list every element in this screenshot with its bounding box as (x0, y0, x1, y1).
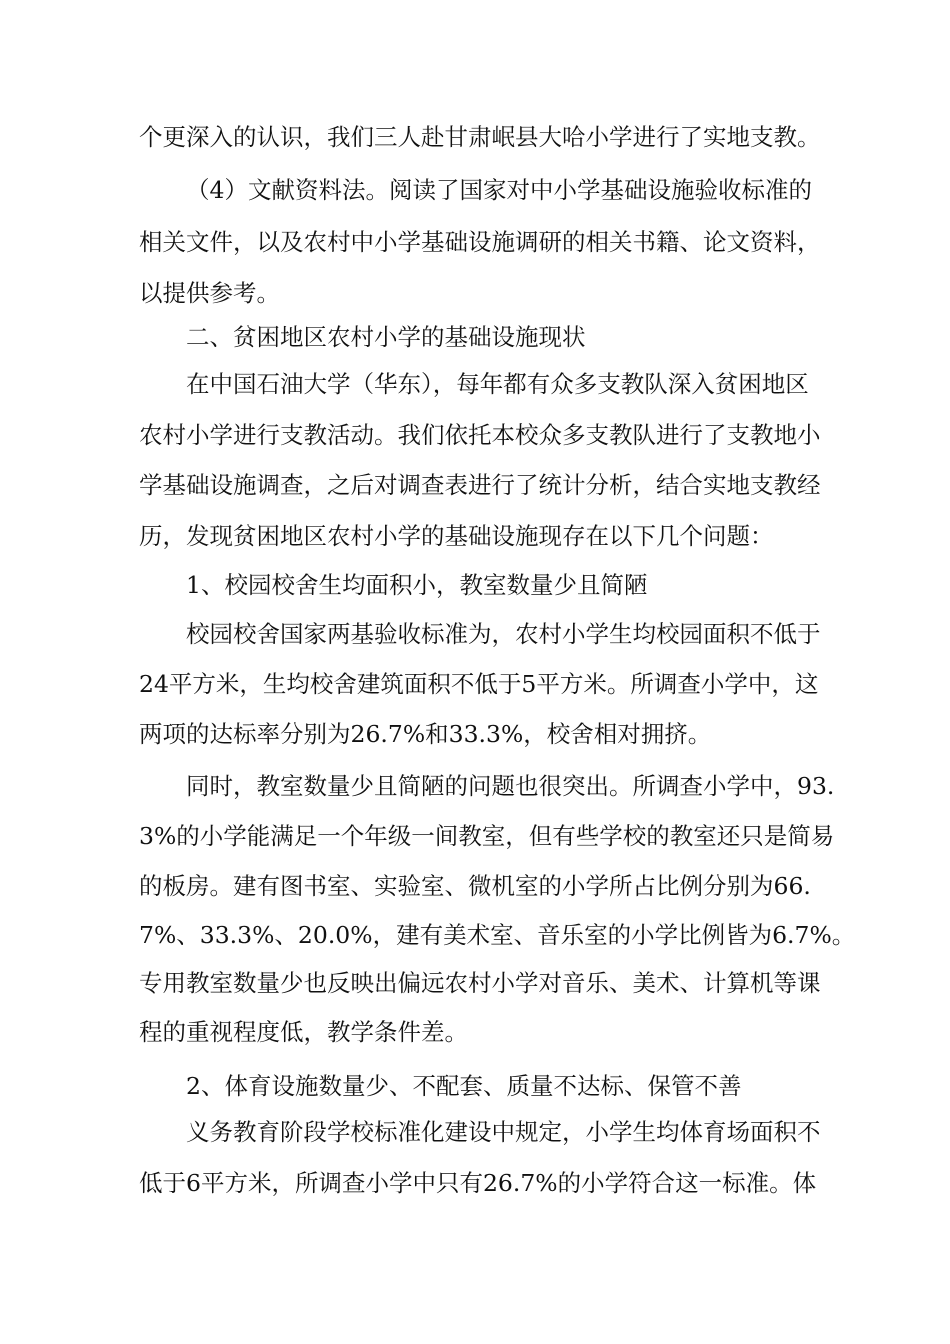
text-line: 农村小学进行支教活动。我们依托本校众多支教队进行了支教地小 (139, 421, 821, 449)
text-line: （4）文献资料法。阅读了国家对中小学基础设施验收标准的 (186, 176, 812, 204)
text-line: 同时，教室数量少且简陋的问题也很突出。所调查小学中，93. (186, 772, 835, 800)
text-line: 义务教育阶段学校标准化建设中规定，小学生均体育场面积不 (186, 1118, 821, 1146)
text-line: 两项的达标率分别为26.7%和33.3%，校舍相对拥挤。 (139, 720, 712, 748)
text-line: 在中国石油大学（华东），每年都有众多支教队深入贫困地区 (186, 370, 809, 398)
text-line: 校园校舍国家两基验收标准为，农村小学生均校园面积不低于 (186, 620, 821, 648)
text-line: 7%、33.3%、20.0%，建有美术室、音乐室的小学比例皆为6.7%。 (139, 921, 856, 949)
text-line: 历，发现贫困地区农村小学的基础设施现存在以下几个问题： (139, 522, 774, 550)
text-line: 以提供参考。 (139, 279, 280, 307)
text-line: 程的重视程度低，教学条件差。 (139, 1018, 468, 1046)
subsection-heading: 1、校园校舍生均面积小，教室数量少且简陋 (186, 571, 648, 599)
text-line: 24平方米，生均校舍建筑面积不低于5平方米。所调查小学中，这 (139, 670, 819, 698)
text-line: 个更深入的认识，我们三人赴甘肃岷县大哈小学进行了实地支教。 (139, 123, 821, 151)
section-heading: 二、贫困地区农村小学的基础设施现状 (186, 323, 586, 351)
text-line: 3%的小学能满足一个年级一间教室，但有些学校的教室还只是简易 (139, 822, 835, 850)
text-line: 低于6平方米，所调查小学中只有26.7%的小学符合这一标准。体 (139, 1169, 817, 1197)
subsection-heading: 2、体育设施数量少、不配套、质量不达标、保管不善 (186, 1072, 742, 1100)
text-line: 专用教室数量少也反映出偏远农村小学对音乐、美术、计算机等课 (139, 969, 821, 997)
text-line: 相关文件，以及农村中小学基础设施调研的相关书籍、论文资料， (139, 228, 821, 256)
text-line: 学基础设施调查，之后对调查表进行了统计分析，结合实地支教经 (139, 471, 821, 499)
text-line: 的板房。建有图书室、实验室、微机室的小学所占比例分别为66. (139, 872, 811, 900)
